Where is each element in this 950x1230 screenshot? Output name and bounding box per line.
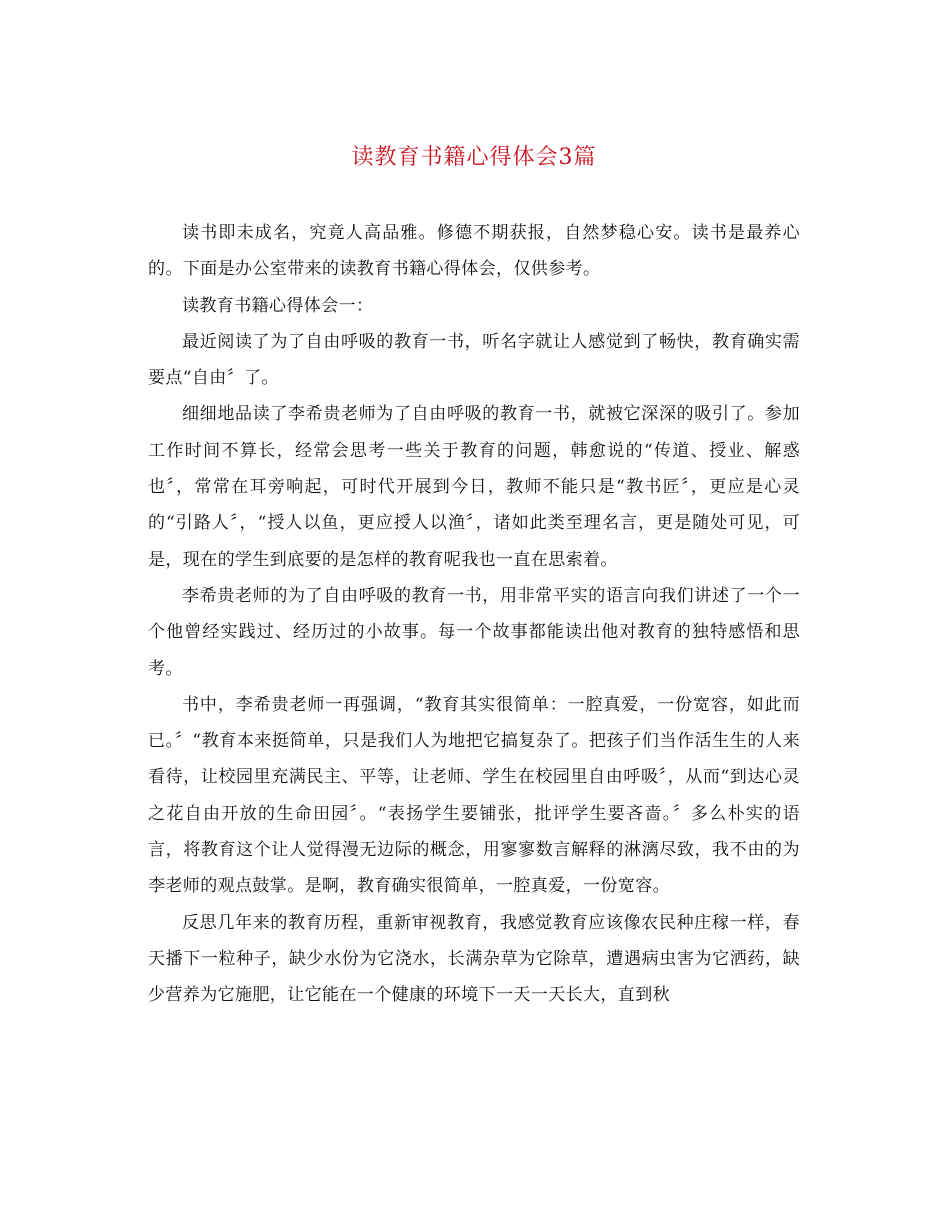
paragraph-intro: 读书即未成名，究竟人高品雅。修德不期获报，自然梦稳心安。读书是最养心的。下面是办公室带来的读教育书籍心得体会，仅供参考。: [148, 223, 800, 280]
paragraph-2: 细细地品读了李希贵老师为了自由呼吸的教育一书，就被它深深的吸引了。参加工作时间不算长，经常会思考一些关于教育的问题，韩愈说的“传道、授业、解惑也〞，常常在耳旁响起，可时代开展到今日，教师不能只是“教书匠〞，更应是心灵的“引路人〞，“授人以鱼，更应授人以渔〞，诸如此类至理名言，更是随处可见，可是，现在的学生到底要的是怎样的教育呢我也一直在思索着。: [148, 404, 800, 570]
paragraph-5: 反思几年来的教育历程，重新审视教育，我感觉教育应该像农民种庄稼一样，春天播下一粒种子，缺少水份为它浇水，长满杂草为它除草，遭遇病虫害为它洒药，缺少营养为它施肥，让它能在一个健康的环境下一天一天长大，直到秋: [148, 912, 800, 1006]
paragraph-1: 最近阅读了为了自由呼吸的教育一书，听名字就让人感觉到了畅快，教育确实需要点“自由〞了。: [148, 331, 800, 389]
document-title: 读教育书籍心得体会3篇: [351, 145, 597, 170]
section-heading-one: 读教育书籍心得体会一：: [182, 295, 374, 316]
paragraph-4: 书中，李希贵老师一再强调，“教育其实很简单：一腔真爱，一份宽容，如此而已。〞“教育本来挺简单，只是我们人为地把它搞复杂了。把孩子们当作活生生的人来看待，让校园里充满民主、平等，让老师、学生在校园里自由呼吸〞，从而“到达心灵之花自由开放的生命田园〞。“表扬学生要铺张，批评学生要吝啬。〞多么朴实的语言，将教育这个让人觉得漫无边际的概念，用寥寥数言解释的淋漓尽致，我不由的为李老师的观点鼓掌。是啊，教育确实很简单，一腔真爱，一份宽容。: [148, 694, 800, 897]
paragraph-3: 李希贵老师的为了自由呼吸的教育一书，用非常平实的语言向我们讲述了一个一个他曾经实践过、经历过的小故事。每一个故事都能读出他对教育的独特感悟和思考。: [148, 585, 800, 679]
